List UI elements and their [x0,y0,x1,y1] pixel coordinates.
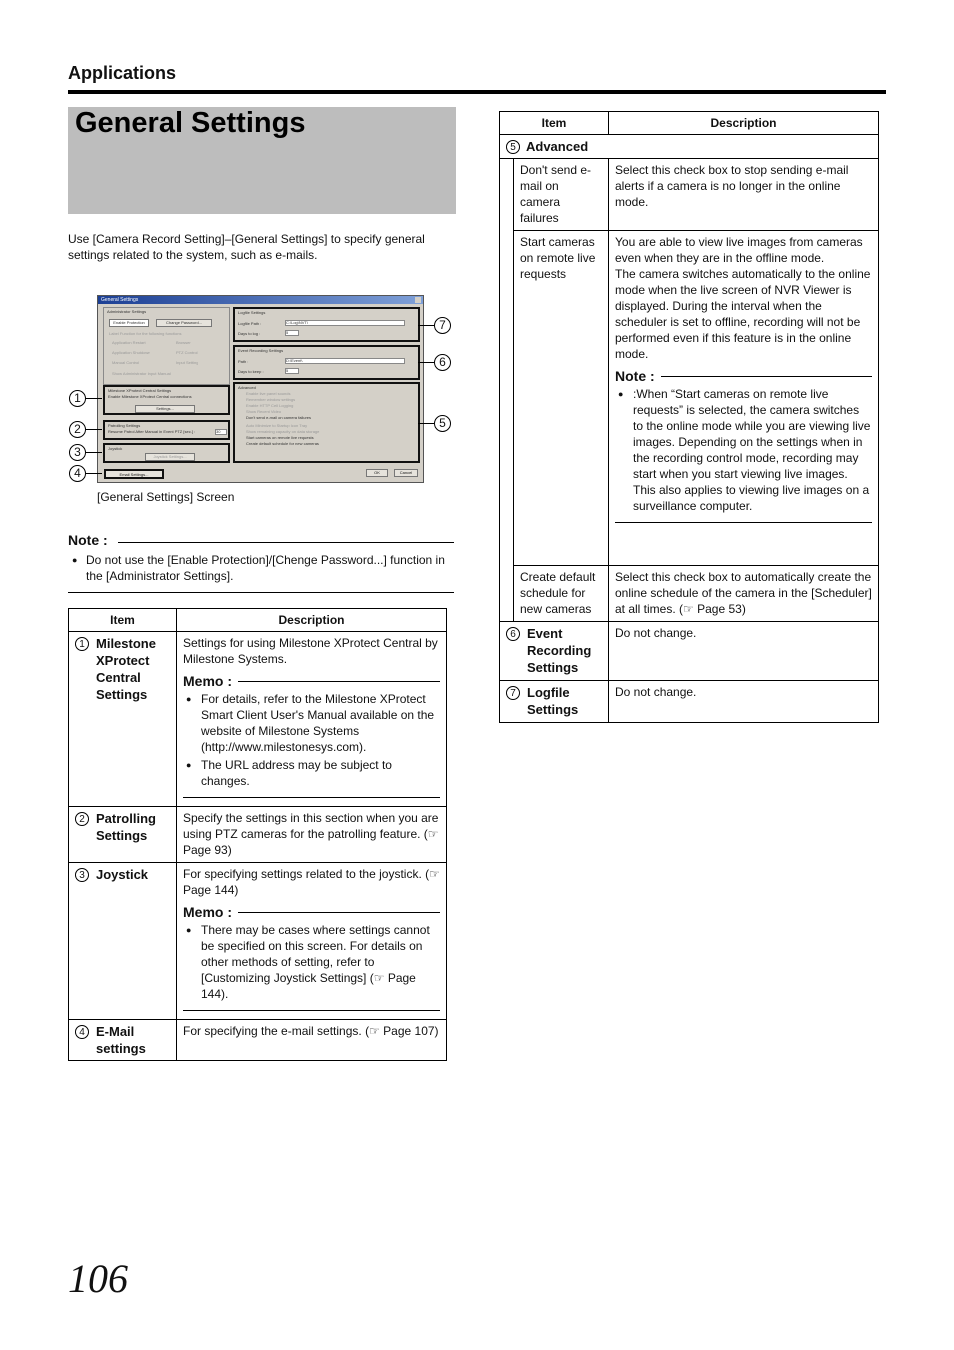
note-item: ● :When “Start cameras on remote live requests” is selected, the camera switches to the online mode while you are viewing live images. Depending on the settings when in the recording control mode, recording may start when you start viewing live images. This also applies to viewing live images on a surveillance computer. [633,386,872,514]
admin-line: PTZ Control [176,350,198,355]
milestone-group-title: Milestone XProtect Central Settings [108,388,172,393]
logfile-days-label: Days to log : [238,331,261,336]
note-rule-bottom [68,592,454,593]
joystick-group-title: Joystick [108,446,123,451]
table-row [69,807,447,863]
close-icon [415,297,421,303]
item-name: Joystick [96,867,149,882]
screenshot-caption: [General Settings] Screen [97,490,235,504]
item-number: 2 [75,812,89,826]
table-header-row [500,112,879,135]
sub-item-name: Start cameras on remote live requests [514,231,609,566]
callout-line [418,362,434,363]
item-number: 6 [506,627,520,641]
admin-line: Browser [176,340,191,345]
admin-line: Label Function for the following functions [109,331,182,336]
callout-3: 3 [69,444,86,461]
callout-6: 6 [434,354,451,371]
item-name: Advanced [526,139,589,154]
admin-group-title: Administrator Settings [107,309,147,314]
note-heading: Note : [68,532,108,548]
table-row [500,622,879,681]
ok-button[interactable]: OK [366,469,388,477]
event-group-title: Event Recording Settings [238,348,284,353]
table-row [500,681,879,723]
logfile-group [233,307,420,342]
item-name: Event Recording Settings [527,626,592,675]
email-settings-button[interactable]: Email Settings... [104,469,164,479]
table-row [69,1020,447,1061]
callout-2: 2 [69,421,86,438]
note-item: ● Do not use the [Enable Protection]/[Chenge Password...] function in the [Administrator Settings]. [72,553,445,583]
callout-4: 4 [69,465,86,482]
callout-line [86,473,102,474]
patrolling-group-title: Patrolling Settings [108,423,141,428]
memo-item: ● The URL address may be subject to changes. [201,757,440,789]
note-text: Do not use the [Enable Protection]/[Chenge Password...] function in the [Administrator Settings]. [86,553,445,583]
patrol-resume-field[interactable]: 30 [215,429,227,435]
admin-line: Input Setting [176,360,199,365]
admin-line: Application Shutdown [112,350,151,355]
note-heading: Note : [615,368,872,384]
item-description: Settings for using Milestone XProtect Central by Milestone Systems. [183,636,438,666]
callout-line [86,429,102,430]
callout-1: 1 [69,390,86,407]
memo-heading: Memo : [183,673,440,689]
admin-line: Show Administrator Input Manual [112,371,171,376]
sub-item-description: You are able to view live images from cameras even when they are in the offline mode. The camera switches automatically to the online mode when the live screen of NVR Viewer is displayed. During the interval when the scheduler is set to offline, recording will not be performed even if this feature is in the online mode. [615,235,871,361]
page-number: 106 [68,1256,128,1301]
logfile-path-field[interactable]: C:\Log\NVT\ [285,320,405,326]
top-rule [68,90,886,94]
patrolling-group [103,420,230,440]
callout-5: 5 [434,415,451,432]
patrol-resume-label: Resume Patrol After Manual in Event PTZ [sec.] : [108,429,196,434]
table-row [500,566,879,622]
milestone-settings-button[interactable]: Settings... [135,405,195,413]
col-header-item: Item [69,609,177,632]
advanced-option[interactable]: Enable HTTP Cell Logging [246,403,294,408]
col-header-description: Description [609,112,879,135]
event-recording-group [233,345,420,380]
memo-box [183,904,440,1011]
item-number: 4 [75,1025,89,1039]
advanced-option[interactable]: Show remaining capacity on data storage [246,429,320,434]
memo-item: ● There may be cases where settings cannot be specified on this screen. For details on other methods of setting, refer to [Customizing Joystick Settings] (☞ Page 144). [201,922,440,1002]
callout-line [86,452,102,453]
advanced-option[interactable]: Show Recent Video [246,409,282,414]
advanced-option[interactable]: Enable live panel sounds [246,391,291,396]
event-path-label: Path : [238,359,249,364]
table-header-row [69,609,447,632]
change-password-button[interactable]: Change Password... [156,319,212,327]
item-description: Specify the settings in this section when you are using PTZ cameras for the patrolling feature. (☞ Page 93) [183,811,439,857]
memo-heading: Memo : [183,904,440,920]
title-box [68,107,456,214]
logfile-path-label: Logfile Path : [238,321,262,326]
logfile-days-field[interactable]: 5 [285,330,299,336]
item-name: Patrolling Settings [96,811,156,843]
advanced-option[interactable]: Don't send e-mail on camera failures [246,415,312,420]
enable-protection-checkbox[interactable]: Enable Protection [109,319,149,327]
sub-item-name: Don't send e-mail on camera failures [514,159,609,231]
table-row-advanced [500,135,879,159]
event-days-label: Days to keep : [238,369,264,374]
table-row [69,863,447,1020]
event-path-field[interactable]: D:\Event\ [285,358,405,364]
sub-item-name: Create default schedule for new cameras [514,566,609,622]
memo-rule [183,1010,440,1011]
milestone-group [103,385,230,415]
section-heading: Applications [68,63,177,83]
item-number: 7 [506,686,520,700]
sub-item-description: Select this check box to automatically create the online schedule of the camera in the [Scheduler] at all times. (☞ Page 53) [609,566,879,622]
callout-line [418,423,434,424]
joystick-settings-button[interactable]: Joystick Settings... [145,453,195,461]
memo-box [183,673,440,798]
note-rule [615,522,872,523]
sub-item-description: Select this check box to stop sending e-mail alerts if a camera is no longer in the online mode. [609,159,879,231]
table-row [69,632,447,807]
item-number: 1 [75,637,89,651]
advanced-option[interactable]: Auto Minimize to Startup Icon Tray [246,423,308,428]
item-description: Do not change. [609,681,879,723]
item-description: Do not change. [609,622,879,681]
admin-line: Application Restart [112,340,146,345]
note-rule-top [118,542,454,543]
left-items-table [68,608,447,1061]
joystick-group [103,443,230,463]
general-settings-screenshot [97,295,424,483]
item-name: Logfile Settings [527,685,579,717]
page-title: General Settings [75,107,306,139]
window-titlebar [98,296,423,304]
col-header-description: Description [177,609,447,632]
table-row [500,231,879,566]
table-row [500,159,879,231]
milestone-checkbox[interactable]: Enable Milestone XProtect Central connections [108,394,192,399]
callout-line [86,398,102,399]
advanced-option[interactable]: Remember window settings [246,397,296,402]
logfile-group-title: Logfile Settings [238,310,266,315]
item-number: 3 [75,868,89,882]
advanced-option[interactable]: Create default schedule for new cameras [246,441,319,446]
cancel-button[interactable]: Cancel [394,469,418,477]
item-name: Milestone XProtect Central Settings [96,636,156,702]
item-description: For specifying settings related to the joystick. (☞ Page 144) [183,867,440,897]
memo-rule [183,797,440,798]
item-description: For specifying the e-mail settings. (☞ Page 107) [183,1024,439,1038]
advanced-group [233,382,420,463]
intro-text: Use [Camera Record Setting]–[General Settings] to specify general settings related to the system, such as e-mails. [68,232,425,262]
event-days-field[interactable]: 5 [285,368,299,374]
advanced-group-title: Advanced [238,385,256,390]
callout-line [418,325,434,326]
memo-item: ● For details, refer to the Milestone XProtect Smart Client User's Manual available on the website of Milestone Systems (http://www.milestonesys.com). [201,691,440,755]
advanced-option[interactable]: Start cameras on remote live requests [246,435,314,440]
col-header-item: Item [500,112,609,135]
item-number: 5 [506,140,520,154]
window-title: General Settings [101,297,139,303]
item-name: E-Mail settings [96,1024,146,1056]
callout-7: 7 [434,317,451,334]
right-items-table [499,111,879,723]
admin-line: Manual Control [112,360,140,365]
note-box [615,368,872,523]
admin-group [103,307,230,385]
